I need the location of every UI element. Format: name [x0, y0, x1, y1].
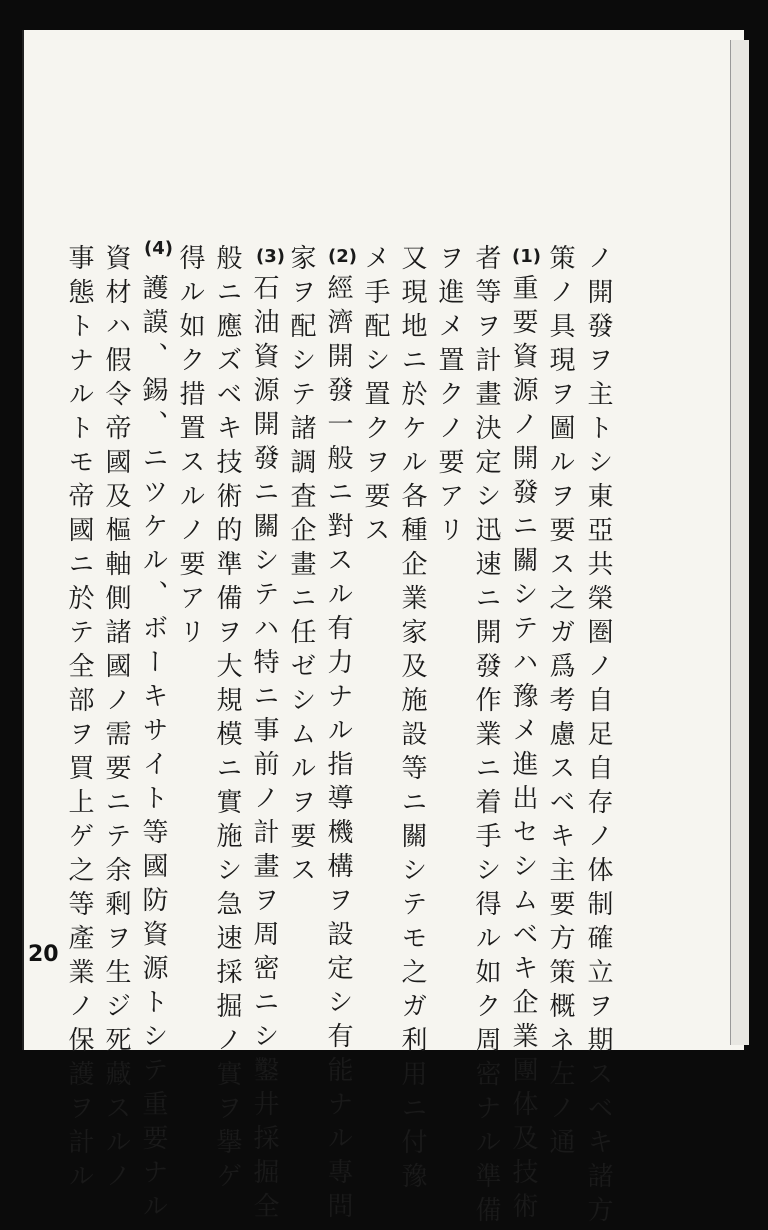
text-column: 又現地ニ於ケル各種企業家及施設等ニ關シテモ之ガ利用ニ付豫 — [397, 244, 427, 1196]
page-edge — [730, 40, 749, 1045]
text-column: 策ノ具現ヲ圖ルヲ要ス之ガ爲考慮スベキ主要方策概ネ左ノ通 — [545, 244, 575, 1162]
text-column: 者等ヲ計畫決定シ迅速ニ開發作業ニ着手シ得ル如ク周密ナル準備 — [471, 244, 501, 1230]
page-number: 20 — [28, 942, 59, 967]
text-column: 資材ハ假令帝國及樞軸側諸國ノ需要ニテ余剩ヲ生ジ死藏スルノ — [101, 244, 131, 1196]
text-column: 得ル如ク措置スルノ要アリ — [175, 244, 205, 652]
section-marker: (3) — [256, 246, 285, 267]
text-column: 家ヲ配シテ諸調査企畫ニ任ゼシムルヲ要ス — [286, 244, 316, 890]
text-column: メ手配シ置クヲ要ス — [360, 244, 390, 550]
section-marker: (4) — [144, 238, 173, 259]
text-column: 石油資源開發ニ關シテハ特ニ事前ノ計畫ヲ周密ニシ鑿井採掘全 — [249, 274, 279, 1226]
text-column: 事態トナルトモ帝國ニ於テ全部ヲ買上ゲ之等產業ノ保護ヲ計ル — [64, 244, 94, 1196]
text-column: 般ニ應ズベキ技術的準備ヲ大規模ニ實施シ急速採掘ノ實ヲ擧ゲ — [212, 244, 242, 1196]
text-column: 護謨、錫、ニツケル、ボーキサイト等國防資源トシテ重要ナル — [138, 274, 168, 1226]
text-column: 重要資源ノ開發ニ關シテハ豫メ進出セシムベキ企業團体及技術 — [508, 274, 538, 1226]
text-column: 經濟開發一般ニ對スル有力ナル指導機構ヲ設定シ有能ナル專問 — [323, 274, 353, 1226]
section-marker: (1) — [512, 246, 541, 267]
text-column: ヲ進メ置クノ要アリ — [434, 244, 464, 550]
text-column: ノ開發ヲ主トシ東亞共榮圏ノ自足自存ノ体制確立ヲ期スベキ諸方 — [583, 244, 613, 1230]
section-marker: (2) — [328, 246, 357, 267]
